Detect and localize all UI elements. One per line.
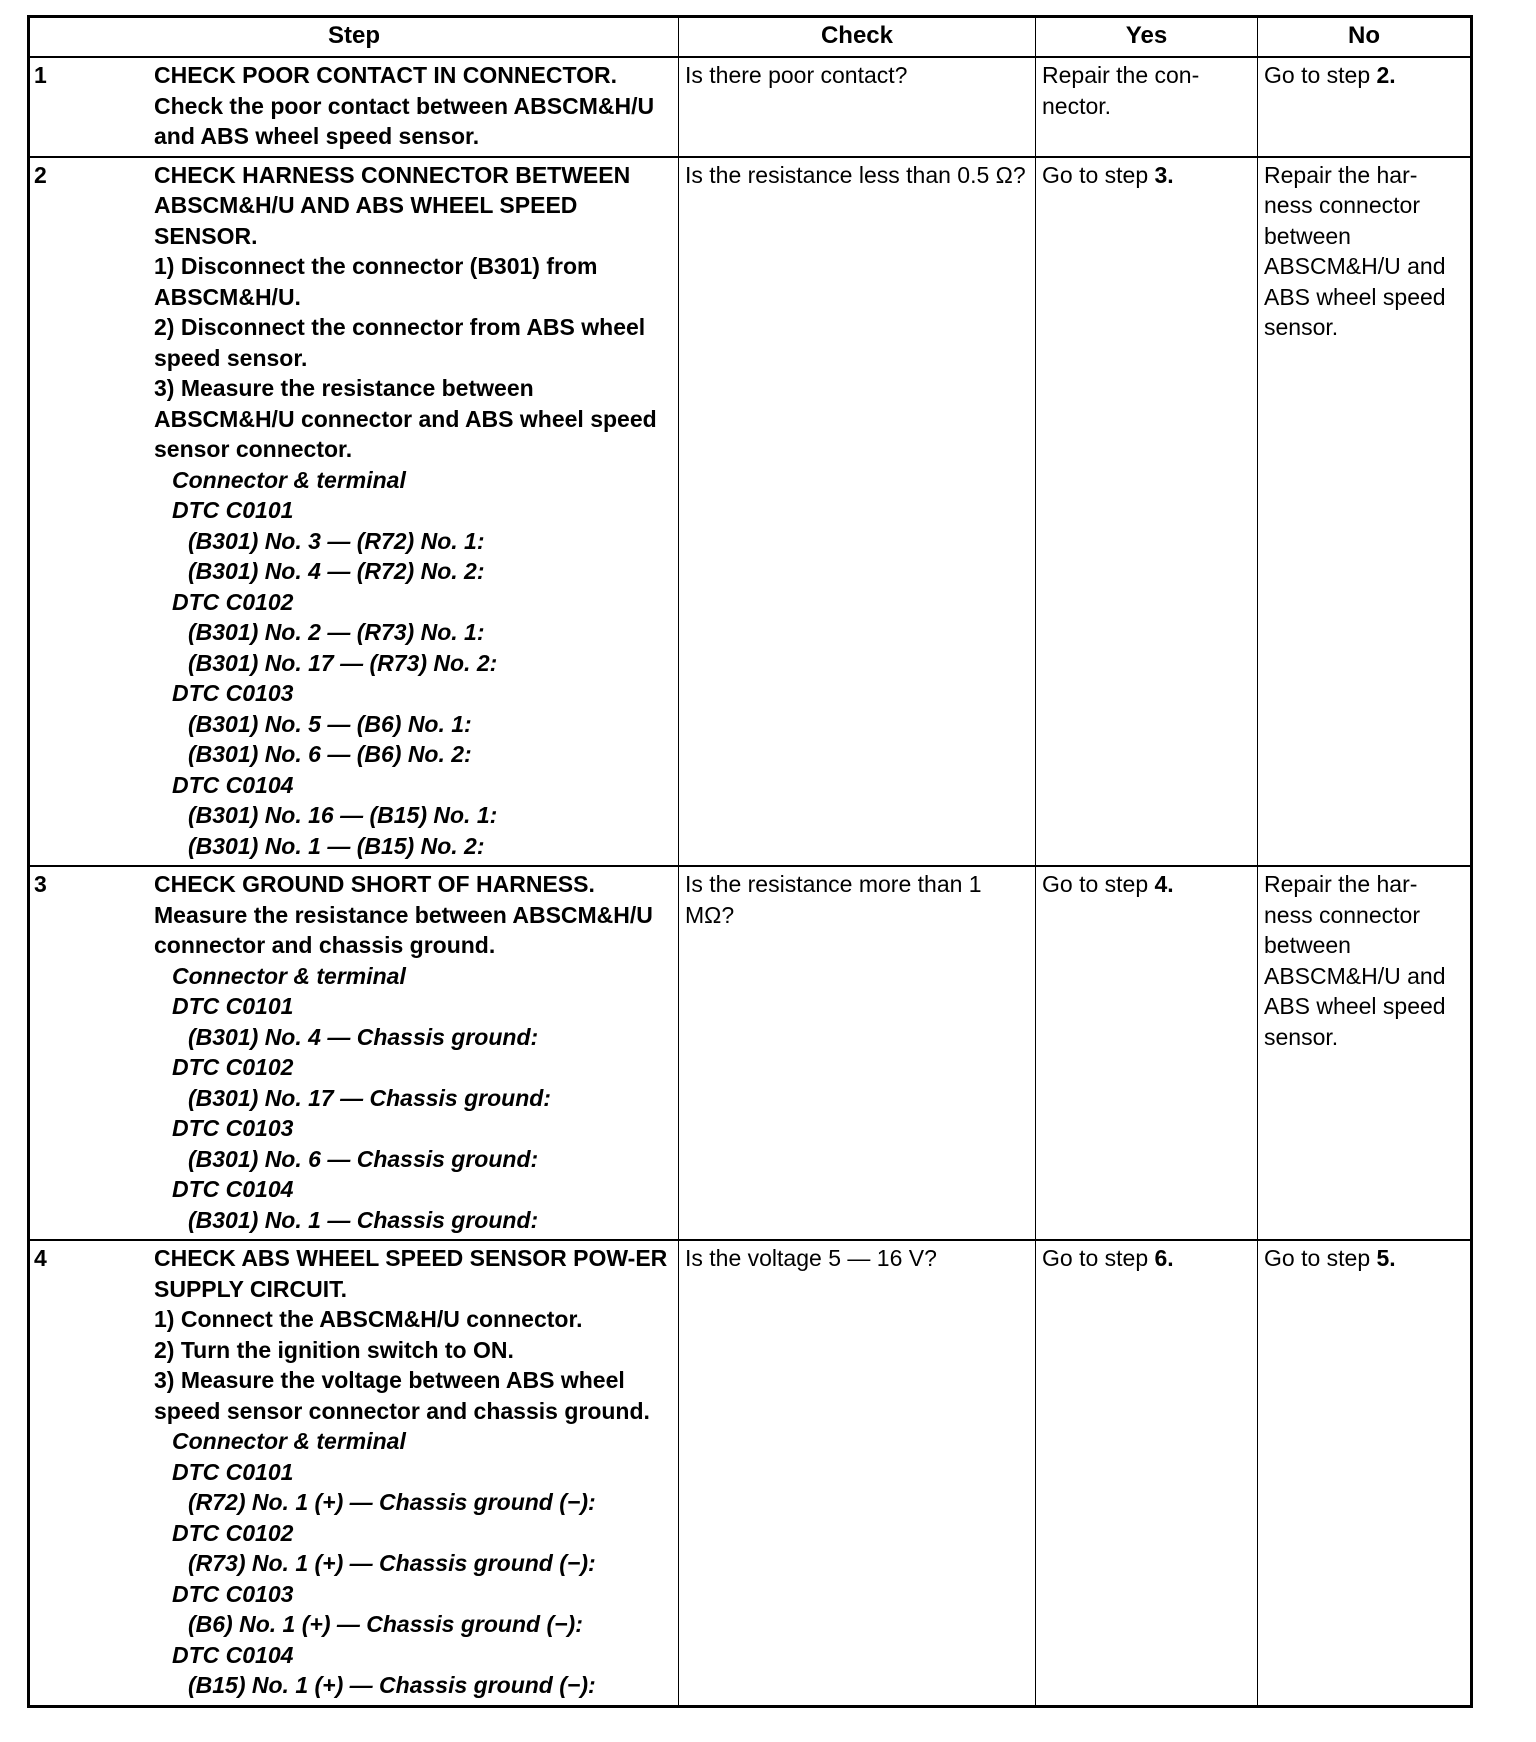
terminal-pin: (R72) No. 1 (+) — Chassis ground (−):: [188, 1489, 596, 1515]
dtc-code: DTC C0104: [172, 1641, 294, 1668]
check-cell: Is there poor contact?: [679, 57, 1036, 157]
step-instruction: 2) Turn the ignition switch to ON.: [154, 1336, 514, 1363]
terminal-pin: (B301) No. 4 — (R72) No. 2:: [188, 558, 485, 584]
check-cell: Is the voltage 5 — 16 V?: [679, 1240, 1036, 1706]
yes-step-ref: 3.: [1154, 161, 1174, 188]
no-text: Go to step: [1264, 62, 1377, 88]
dtc-code: DTC C0104: [172, 1176, 294, 1202]
step-title: CHECK POOR CONTACT IN CONNECTOR.: [154, 62, 617, 88]
no-cell: Repair the har-ness connector between ABSCM&H/U and ABS wheel speed sensor.: [1258, 157, 1472, 867]
terminal-title: Connector & terminal: [172, 1428, 406, 1454]
terminal-pin: (B301) No. 17 — Chassis ground:: [188, 1084, 551, 1111]
terminal-pin: (B6) No. 1 (+) — Chassis ground (−):: [188, 1611, 583, 1637]
header-step: Step: [29, 17, 679, 58]
yes-cell: [1036, 866, 1258, 1240]
dtc-code: DTC C0101: [172, 497, 294, 523]
step-number: 4: [34, 1245, 47, 1271]
yes-text: Go to step: [1042, 161, 1155, 188]
terminal-pin: (R73) No. 1 (+) — Chassis ground (−):: [188, 1550, 596, 1576]
step-number: 2: [34, 161, 47, 188]
step-instruction: Check the poor contact between ABSCM&H/U and ABS wheel speed sensor.: [154, 92, 655, 149]
step-instruction: 2) Disconnect the connector from ABS wheel speed sensor.: [154, 314, 646, 371]
terminal-pin: (B301) No. 6 — (B6) No. 2:: [188, 741, 472, 767]
no-step-ref: 5.: [1376, 1245, 1396, 1271]
header-row: [29, 17, 1472, 58]
terminal-pin: (B301) No. 6 — Chassis ground:: [188, 1145, 539, 1172]
terminal-pin: (B301) No. 1 — Chassis ground:: [188, 1206, 539, 1233]
terminal-pin: (B301) No. 1 — (B15) No. 2:: [188, 832, 485, 859]
header-yes: Yes: [1036, 17, 1258, 58]
dtc-code: DTC C0101: [172, 993, 294, 1019]
terminal-pin: (B301) No. 3 — (R72) No. 1:: [188, 527, 485, 554]
yes-cell: Repair the con-nector.: [1036, 57, 1258, 157]
step-instruction: 3) Measure the voltage between ABS wheel speed sensor connector and chassis ground.: [154, 1367, 650, 1424]
step-row-2: [29, 157, 1472, 867]
step-title: CHECK HARNESS CONNECTOR BETWEEN ABSCM&H/U AND ABS WHEEL SPEED SENSOR.: [154, 161, 631, 249]
step-row-1: [29, 57, 1472, 157]
no-cell: Repair the har-ness connector between ABSCM&H/U and ABS wheel speed sensor.: [1258, 866, 1472, 1240]
no-cell: [1258, 1240, 1472, 1706]
step-instruction: Measure the resistance between ABSCM&H/U connector and chassis ground.: [154, 901, 653, 958]
step-cell: [29, 57, 679, 157]
step-title: CHECK ABS WHEEL SPEED SENSOR POW-ER SUPPLY CIRCUIT.: [154, 1245, 668, 1302]
dtc-code: DTC C0104: [172, 771, 294, 798]
terminal-pin: (B301) No. 17 — (R73) No. 2:: [188, 649, 498, 676]
step-cell: [29, 157, 679, 867]
terminal-pin: (B301) No. 2 — (R73) No. 1:: [188, 619, 485, 645]
terminal-title: Connector & terminal: [172, 962, 406, 989]
yes-cell: [1036, 1240, 1258, 1706]
dtc-code: DTC C0103: [172, 1115, 294, 1141]
step-number: 1: [34, 62, 47, 88]
step-cell: [29, 866, 679, 1240]
step-title: CHECK GROUND SHORT OF HARNESS.: [154, 871, 595, 897]
dtc-code: DTC C0101: [172, 1458, 294, 1485]
diagnostic-table: [27, 15, 1473, 1708]
dtc-code: DTC C0103: [172, 680, 294, 706]
check-cell: Is the resistance more than 1 MΩ?: [679, 866, 1036, 1240]
check-cell: Is the resistance less than 0.5 Ω?: [679, 157, 1036, 867]
yes-step-ref: 6.: [1154, 1245, 1174, 1271]
dtc-code: DTC C0102: [172, 1519, 294, 1546]
dtc-code: DTC C0103: [172, 1580, 294, 1607]
step-row-4: [29, 1240, 1472, 1706]
header-no: No: [1258, 17, 1472, 58]
terminal-pin: (B301) No. 5 — (B6) No. 1:: [188, 710, 472, 737]
step-number: 3: [34, 871, 47, 897]
header-check: Check: [679, 17, 1036, 58]
no-step-ref: 2.: [1376, 62, 1396, 88]
step-row-3: [29, 866, 1472, 1240]
no-cell: [1258, 57, 1472, 157]
yes-cell: [1036, 157, 1258, 867]
step-instruction: 3) Measure the resistance between ABSCM&H/U connector and ABS wheel speed sensor connector.: [154, 375, 657, 462]
yes-text: Go to step: [1042, 871, 1155, 897]
step-instruction: 1) Connect the ABSCM&H/U connector.: [154, 1306, 583, 1332]
yes-text: Go to step: [1042, 1245, 1155, 1271]
terminal-pin: (B301) No. 16 — (B15) No. 1:: [188, 802, 498, 828]
terminal-title: Connector & terminal: [172, 466, 406, 493]
no-text: Go to step: [1264, 1245, 1377, 1271]
step-instruction: 1) Disconnect the connector (B301) from ABSCM&H/U.: [154, 253, 598, 310]
yes-step-ref: 4.: [1154, 871, 1174, 897]
dtc-code: DTC C0102: [172, 1054, 294, 1080]
terminal-pin: (B301) No. 4 — Chassis ground:: [188, 1023, 539, 1050]
step-cell: [29, 1240, 679, 1706]
dtc-code: DTC C0102: [172, 588, 294, 615]
terminal-pin: (B15) No. 1 (+) — Chassis ground (−):: [188, 1672, 596, 1698]
